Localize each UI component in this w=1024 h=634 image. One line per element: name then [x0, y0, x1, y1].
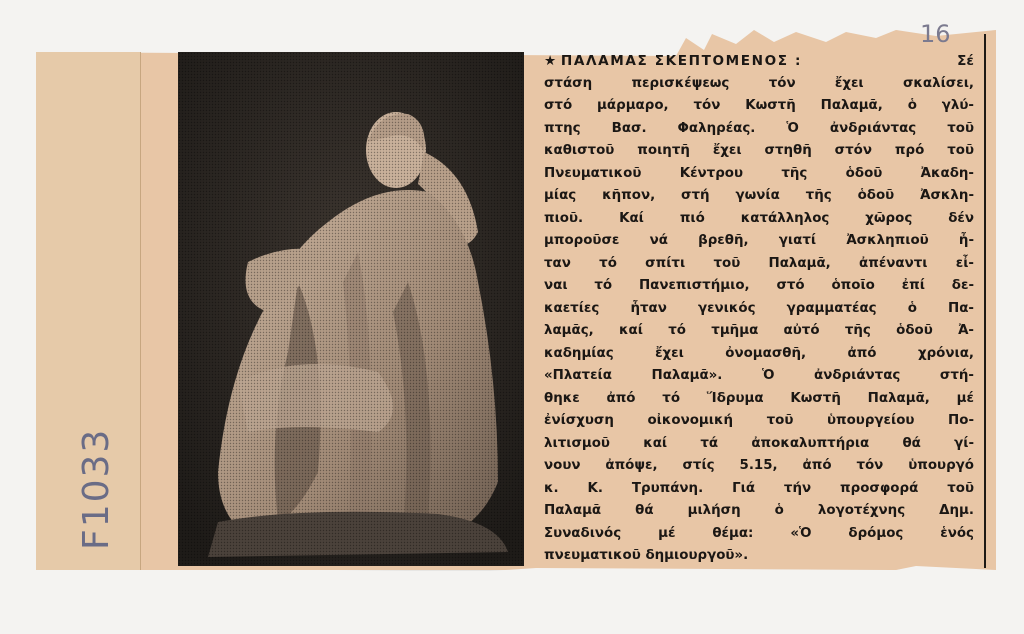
article-line: νουν ἀπόψε, στίς 5.15, ἀπό τόν ὑπουργό [544, 458, 974, 473]
article-line: ναι τό Πανεπιστήμιο, στό ὁποῖο ἐπί δε- [544, 278, 974, 293]
column-rule [984, 34, 986, 568]
article-line: Πνευματικοῦ Κέντρου τῆς ὁδοῦ Ἀκαδη- [544, 165, 974, 181]
article-body [544, 73, 974, 568]
statue-photo [178, 52, 524, 566]
article-line: πιοῦ. Καί πιό κατάλληλος χῶρος δέν [544, 210, 974, 226]
article-text [544, 50, 974, 570]
newspaper-clipping [36, 20, 996, 570]
article-title [544, 50, 802, 73]
article-line: θηκε ἀπό τό Ἵδρυμα Κωστῆ Παλαμᾶ, μέ [544, 390, 974, 406]
article-line: μίας κῆπον, στή γωνία τῆς ὁδοῦ Ἀσκλη- [544, 188, 974, 203]
article-line: Συναδινός μέ θέμα: «Ὁ δρόμος ἑνός [544, 525, 974, 541]
article-line: καετίες ἦταν γενικός γραμματέας ὁ Πα- [544, 300, 974, 316]
statue-illustration [178, 52, 524, 566]
article-line: κ. Κ. Τρυπάνη. Γιά τήν προσφορά τοῦ [544, 480, 974, 496]
article-line: πτης Βασ. Φαληρέας. Ὁ ἀνδριάντας τοῦ [544, 120, 974, 136]
article-line: μποροῦσε νά βρεθῆ, γιατί Ἀσκληπιοῦ ἦ- [544, 233, 974, 248]
article-line: «Πλατεία Παλαμᾶ». Ὁ ἀνδριάντας στή- [544, 368, 974, 383]
article-line: λιτισμοῦ καί τά ἀποκαλυπτήρια θά γί- [544, 435, 974, 451]
article-line: στάση περισκέψεως τόν ἔχει σκαλίσει, [544, 75, 974, 91]
article-title-text: ΠΑΛΑΜΑΣ ΣΚΕΠΤΟΜΕΝΟΣ : [560, 53, 803, 69]
article-line: λαμᾶς, καί τό τμῆμα αὐτό τῆς ὁδοῦ Ἀ- [544, 323, 974, 338]
article-line: πνευματικοῦ δημιουργοῦ». [544, 548, 749, 563]
article-line: καθιστοῦ ποιητῆ ἔχει στηθῆ στόν πρό τοῦ [544, 143, 974, 158]
article-line: Παλαμᾶ θά μιλήση ὁ λογοτέχνης Δημ. [544, 503, 974, 518]
article-title-line [544, 50, 974, 73]
article-line: ταν τό σπίτι τοῦ Παλαμᾶ, ἀπέναντι εἶ- [544, 255, 974, 271]
handwritten-page-number: 16 [920, 20, 951, 48]
article-line: ἐνίσχυση οἰκονομική τοῦ ὑπουργείου Πο- [544, 413, 974, 428]
star-icon: ★ [544, 53, 557, 69]
handwritten-archive-code: F1033 [76, 427, 117, 550]
article-line: στό μάρμαρο, τόν Κωστῆ Παλαμᾶ, ὁ γλύ- [544, 98, 974, 113]
article-title-trailing: Σέ [957, 53, 974, 69]
article-line: καδημίας ἔχει ὀνομασθῆ, ἀπό χρόνια, [544, 345, 974, 361]
